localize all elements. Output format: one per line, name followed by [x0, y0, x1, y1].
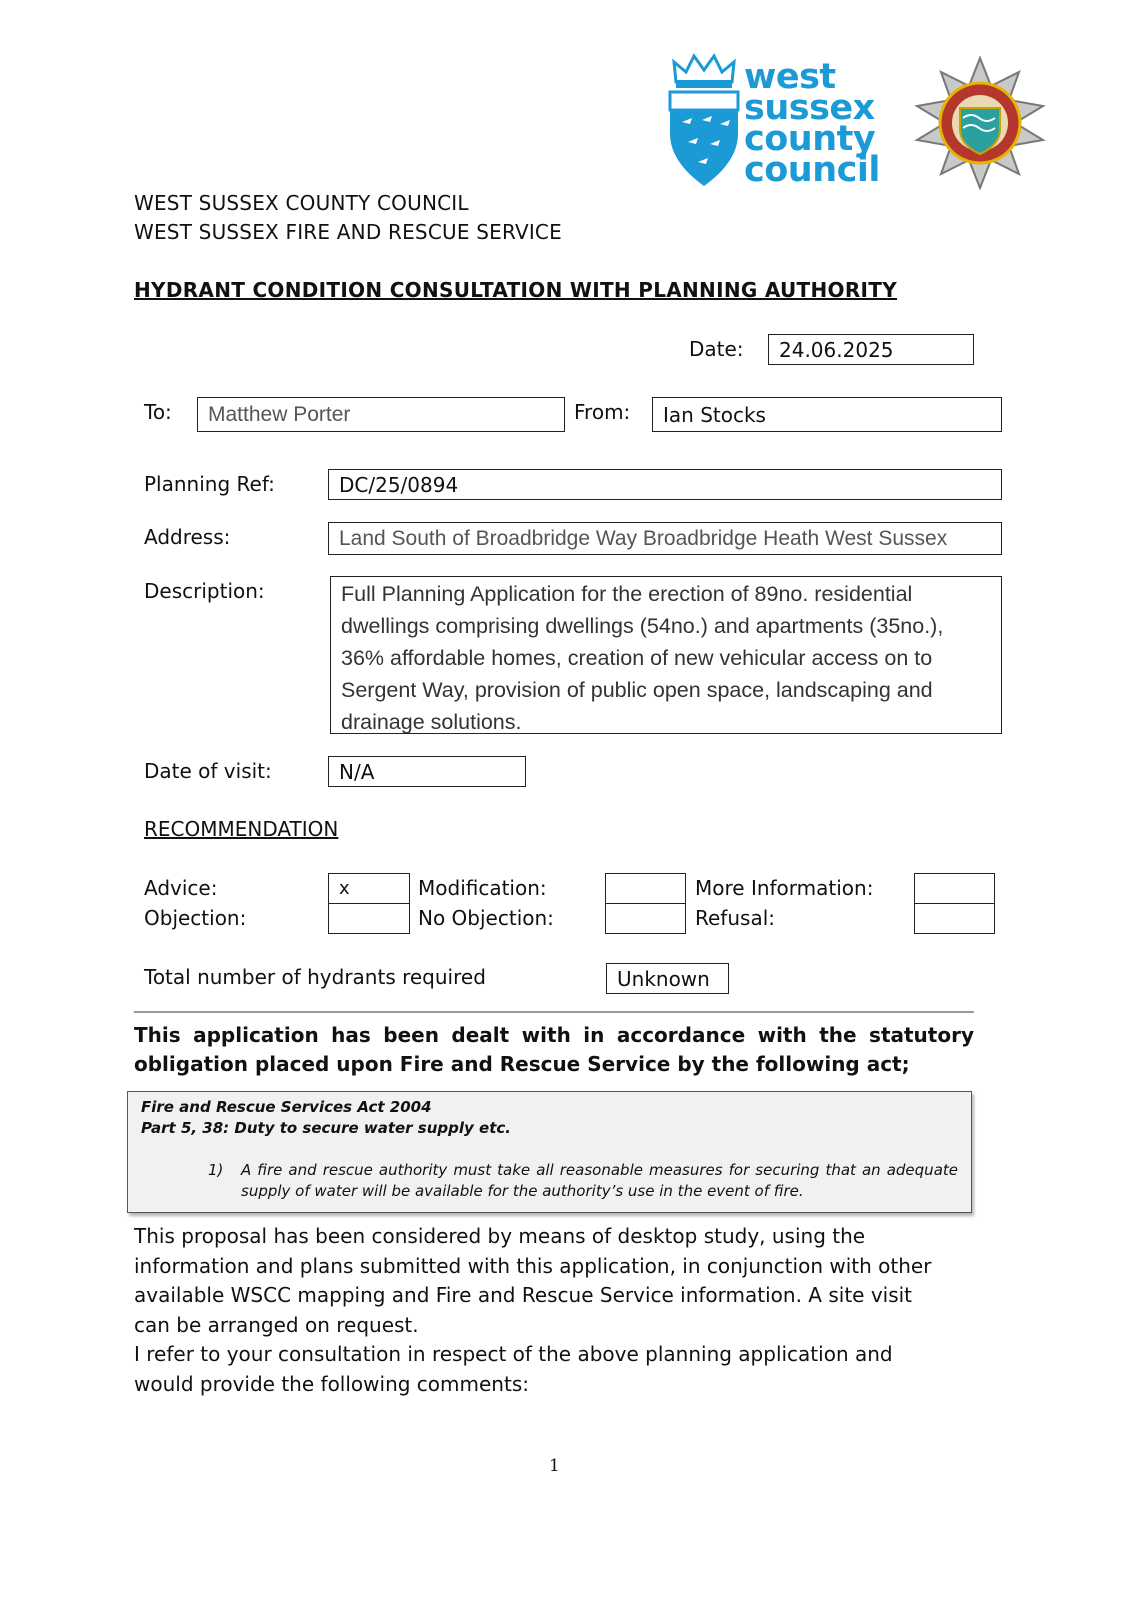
description-line: drainage solutions.: [341, 710, 522, 734]
wordmark-line: sussex: [744, 88, 875, 128]
from-label: From:: [574, 400, 631, 424]
wscc-crest-icon: [668, 50, 740, 188]
to-field[interactable]: Matthew Porter: [197, 397, 565, 432]
wscc-logo: [668, 50, 883, 190]
date-label: Date:: [689, 337, 744, 361]
wordmark-line: west: [744, 57, 836, 97]
page-number: 1: [549, 1456, 560, 1476]
body-line: would provide the following comments:: [134, 1371, 529, 1396]
refusal-label: Refusal:: [695, 906, 775, 930]
hydrants-field[interactable]: Unknown: [606, 963, 729, 994]
fire-rescue-badge-icon: [913, 56, 1047, 190]
description-field[interactable]: [330, 576, 1002, 734]
clause-text: supply of water will be available for the authority’s use in the event of fire.: [241, 1182, 804, 1200]
modification-checkbox[interactable]: [605, 873, 686, 904]
no-objection-label: No Objection:: [418, 906, 554, 930]
planning-ref-field[interactable]: DC/25/0894: [328, 469, 1002, 500]
advice-label: Advice:: [144, 876, 218, 900]
body-line: information and plans submitted with this application, in conjunction with other: [134, 1253, 932, 1278]
page-title: HYDRANT CONDITION CONSULTATION WITH PLANNING AUTHORITY: [134, 278, 898, 302]
to-label: To:: [144, 400, 172, 424]
body-line: available WSCC mapping and Fire and Rescue Service information. A site visit: [134, 1283, 913, 1307]
recommendation-heading: RECOMMENDATION: [144, 817, 339, 841]
statute-line: obligation placed upon Fire and Rescue Service by the following act;: [134, 1052, 910, 1076]
body-line: can be arranged on request.: [134, 1312, 419, 1337]
description-line: Full Planning Application for the erection of 89no. residential: [341, 582, 913, 606]
date-field[interactable]: 24.06.2025: [768, 334, 974, 365]
address-field[interactable]: Land South of Broadbridge Way Broadbridge Heath West Sussex: [328, 522, 1002, 555]
act-box: [127, 1091, 972, 1213]
org-name-line1: WEST SUSSEX COUNTY COUNCIL: [134, 191, 469, 215]
advice-checkbox[interactable]: x: [328, 873, 410, 904]
no-objection-checkbox[interactable]: [605, 903, 686, 934]
org-name-line2: WEST SUSSEX FIRE AND RESCUE SERVICE: [134, 220, 562, 244]
description-line: dwellings comprising dwellings (54no.) and apartments (35no.),: [341, 614, 944, 638]
description-label: Description:: [144, 579, 265, 603]
hydrants-label: Total number of hydrants required: [144, 965, 486, 989]
refusal-checkbox[interactable]: [914, 903, 995, 934]
statute-line: This application has been dealt with in accordance with the statutory: [134, 1023, 974, 1047]
body-text: [134, 1222, 974, 1399]
planning-ref-label: Planning Ref:: [144, 472, 275, 496]
more-information-label: More Information:: [695, 876, 874, 900]
address-label: Address:: [144, 525, 231, 549]
from-field[interactable]: Ian Stocks: [652, 397, 1002, 432]
date-of-visit-field[interactable]: N/A: [328, 756, 526, 787]
description-line: 36% affordable homes, creation of new vehicular access on to: [341, 646, 933, 670]
objection-checkbox[interactable]: [328, 903, 410, 934]
modification-label: Modification:: [418, 876, 547, 900]
more-information-checkbox[interactable]: [914, 873, 995, 904]
wordmark-line: council: [744, 150, 880, 190]
clause-text: A fire and rescue authority must take all reasonable measures for securing that an adequate: [241, 1161, 958, 1179]
act-part: Part 5, 38: Duty to secure water supply etc.: [141, 1119, 511, 1137]
body-line: I refer to your consultation in respect of the above planning application and: [134, 1342, 893, 1366]
act-title: Fire and Rescue Services Act 2004: [141, 1098, 432, 1116]
body-line: This proposal has been considered by means of desktop study, using the: [134, 1224, 866, 1248]
wordmark-line: county: [744, 119, 876, 159]
divider: [134, 1011, 974, 1013]
date-of-visit-label: Date of visit:: [144, 759, 272, 783]
clause-number: 1): [208, 1161, 224, 1179]
description-line: Sergent Way, provision of public open space, landscaping and: [341, 678, 933, 702]
objection-label: Objection:: [144, 906, 247, 930]
